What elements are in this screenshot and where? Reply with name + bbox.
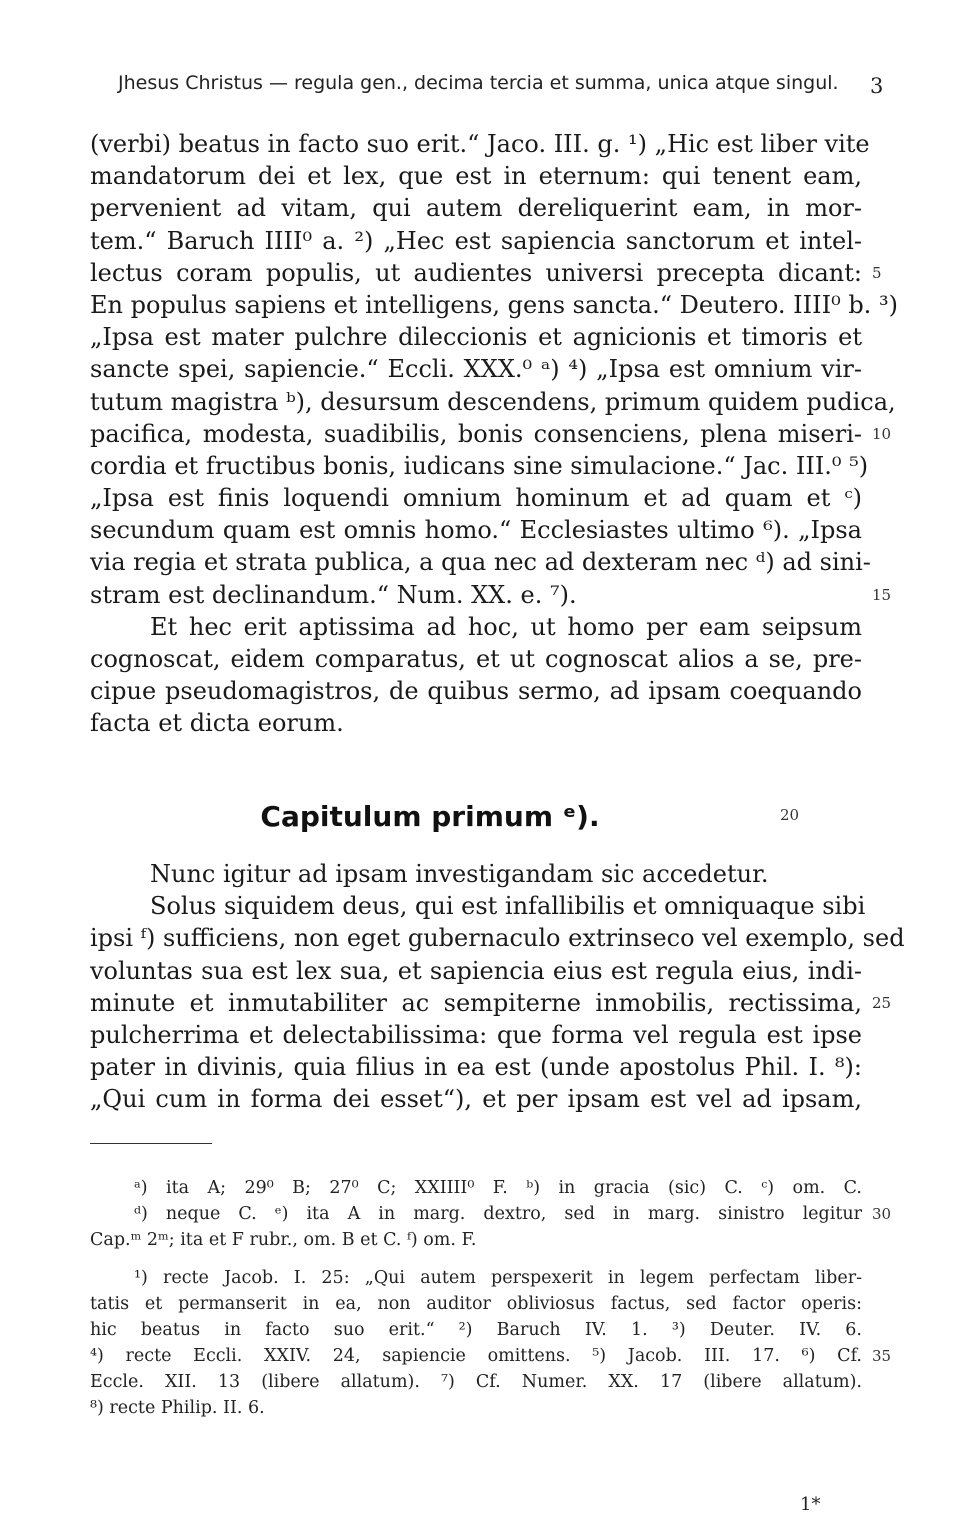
text-line [90, 257, 882, 289]
line-number: 35 [872, 1347, 892, 1365]
footnote-text: ⁴) recte Eccli. XXIV. 24, sapiencie omittens. ⁵) Jacob. III. 17. ⁶) Cf. [90, 1346, 862, 1366]
text-line [90, 514, 862, 546]
footnote-line [90, 1227, 862, 1253]
text-line [90, 922, 905, 954]
footnote-text: ⁸) recte Philip. II. 6. [90, 1398, 265, 1418]
line-text: cipue pseudomagistros, de quibus sermo, ad ipsam coequando [90, 677, 862, 706]
footnote-text: ᵃ) ita A; 29⁰ B; 27⁰ C; XXIIII⁰ F. ᵇ) in gracia (sic) C. ᶜ) om. C. [134, 1178, 862, 1198]
line-text: tutum magistra ᵇ), desursum descendens, primum quidem pudica, [90, 387, 896, 416]
text-line [90, 955, 862, 987]
footnote-line [90, 1369, 862, 1395]
text-line [90, 482, 862, 514]
text-line [90, 192, 862, 224]
running-header [118, 72, 884, 98]
text-line [90, 225, 862, 257]
text-line [90, 1019, 862, 1051]
line-text: minute et inmutabiliter ac sempiterne inmobilis, rectissima, [90, 988, 862, 1017]
text-line [90, 450, 869, 482]
footnote-line [90, 1291, 862, 1317]
text-line [90, 1051, 862, 1083]
footnote-text: tatis et permanserit in ea, non auditor obliviosus factus, sed factor operis: [90, 1294, 862, 1314]
line-text: pacifica, modesta, suadibilis, bonis consenciens, plena miseri- [90, 419, 862, 448]
footnote-line [90, 1175, 862, 1201]
text-line [90, 386, 896, 418]
chapter-text [90, 858, 905, 1116]
line-text: Solus siquidem deus, qui est infallibilis et omniquaque sibi [150, 892, 866, 921]
footnote-line [90, 1395, 862, 1421]
footnote-line [90, 1343, 892, 1369]
line-text: tem.“ Baruch IIII⁰ a. ²) „Hec est sapiencia sanctorum et intel- [90, 226, 862, 255]
line-text: lectus coram populis, ut audientes universi precepta dicant: [90, 258, 862, 287]
line-text: pater in divinis, quia filius in ea est (unde apostolus Phil. I. ⁸): [90, 1053, 862, 1082]
line-text: sancte spei, sapiencie.“ Eccli. XXX.⁰ ᵃ) ⁴) „Ipsa est omnium vir- [90, 355, 862, 384]
chapter-title: Capitulum primum ᵉ). [260, 800, 600, 833]
line-text: stram est declinandum.“ Num. XX. e. ⁷). [90, 580, 577, 609]
line-text: (verbi) beatus in facto suo erit.“ Jaco. III. g. ¹) „Hic est liber vite [90, 130, 870, 158]
footnote-line [90, 1265, 862, 1291]
text-line [90, 707, 862, 739]
text-line [90, 160, 862, 192]
text-line [90, 858, 862, 890]
chapter-heading [0, 800, 860, 833]
source-notes [90, 1265, 892, 1421]
text-line [90, 128, 870, 160]
text-line [90, 321, 862, 353]
line-text: facta et dicta eorum. [90, 709, 344, 738]
page-number: 3 [870, 74, 884, 98]
footnote-text: ᵈ) neque C. ᵉ) ita A in marg. dextro, sed in marg. sinistro legitur [134, 1204, 862, 1224]
line-text: „Qui cum in forma dei esset“), et per ipsam est vel ad ipsam, [90, 1085, 862, 1114]
text-line [90, 353, 862, 385]
line-text: ipsi ᶠ) sufficiens, non eget gubernaculo extrinseco vel exemplo, sed [90, 924, 905, 953]
line-number: 30 [872, 1205, 892, 1223]
footnote-line [90, 1201, 892, 1227]
text-line [90, 289, 898, 321]
text-line [90, 987, 892, 1019]
main-text [90, 128, 898, 740]
line-text: cordia et fructibus bonis, iudicans sine simulacione.“ Jac. III.⁰ ⁵) [90, 451, 869, 480]
line-text: secundum quam est omnis homo.“ Ecclesiastes ultimo ⁶). „Ipsa [90, 516, 862, 545]
critical-apparatus [90, 1175, 892, 1253]
line-text: pulcherrima et delectabilissima: que forma vel regula est ipse [90, 1020, 862, 1049]
line-text: „Ipsa est finis loquendi omnium hominum et ad quam et ᶜ) [90, 484, 862, 513]
line-text: En populus sapiens et intelligens, gens sancta.“ Deutero. IIII⁰ b. ³) [90, 290, 898, 319]
line-text: via regia et strata publica, a qua nec ad dexteram nec ᵈ) ad sini- [90, 548, 871, 577]
line-text: „Ipsa est mater pulchre dileccionis et agnicionis et timoris et [90, 323, 862, 352]
line-text: mandatorum dei et lex, que est in eternum: qui tenent eam, [90, 162, 862, 191]
footnote-text: Eccle. XII. 13 (libere allatum). ⁷) Cf. Numer. XX. 17 (libere allatum). [90, 1372, 862, 1392]
line-number: 20 [780, 806, 800, 824]
line-text: Nunc igitur ad ipsam investigandam sic accedetur. [150, 860, 769, 888]
text-line [90, 1083, 862, 1115]
line-number: 10 [872, 424, 892, 443]
line-text: voluntas sua est lex sua, et sapiencia eius est regula eius, indi- [90, 956, 862, 985]
text-line [90, 675, 862, 707]
footnote-divider [90, 1143, 212, 1144]
text-line [90, 546, 871, 578]
text-line [90, 579, 892, 611]
footnote-text: ¹) recte Jacob. I. 25: „Qui autem perspexerit in legem perfectam liber- [134, 1268, 862, 1288]
line-number: 5 [872, 263, 882, 282]
line-text: pervenient ad vitam, qui autem dereliquerint eam, in mor- [90, 194, 862, 223]
text-line [90, 611, 862, 643]
footnote-text: Cap.ᵐ 2ᵐ; ita et F rubr., om. B et C. ᶠ) om. F. [90, 1230, 477, 1250]
running-title: Jhesus Christus — regula gen., decima tercia et summa, unica atque singul. [118, 72, 839, 94]
signature-mark: 1* [800, 1494, 821, 1515]
line-text: cognoscat, eidem comparatus, et ut cognoscat alios a se, pre- [90, 645, 862, 673]
text-line [90, 890, 866, 922]
line-number: 25 [872, 993, 892, 1012]
line-number: 15 [872, 585, 892, 604]
footnote-line [90, 1317, 862, 1343]
text-line [90, 643, 862, 675]
line-text: Et hec erit aptissima ad hoc, ut homo per eam seipsum [150, 612, 862, 641]
footnote-text: hic beatus in facto suo erit.“ ²) Baruch IV. 1. ³) Deuter. IV. 6. [90, 1320, 862, 1340]
text-line [90, 418, 892, 450]
